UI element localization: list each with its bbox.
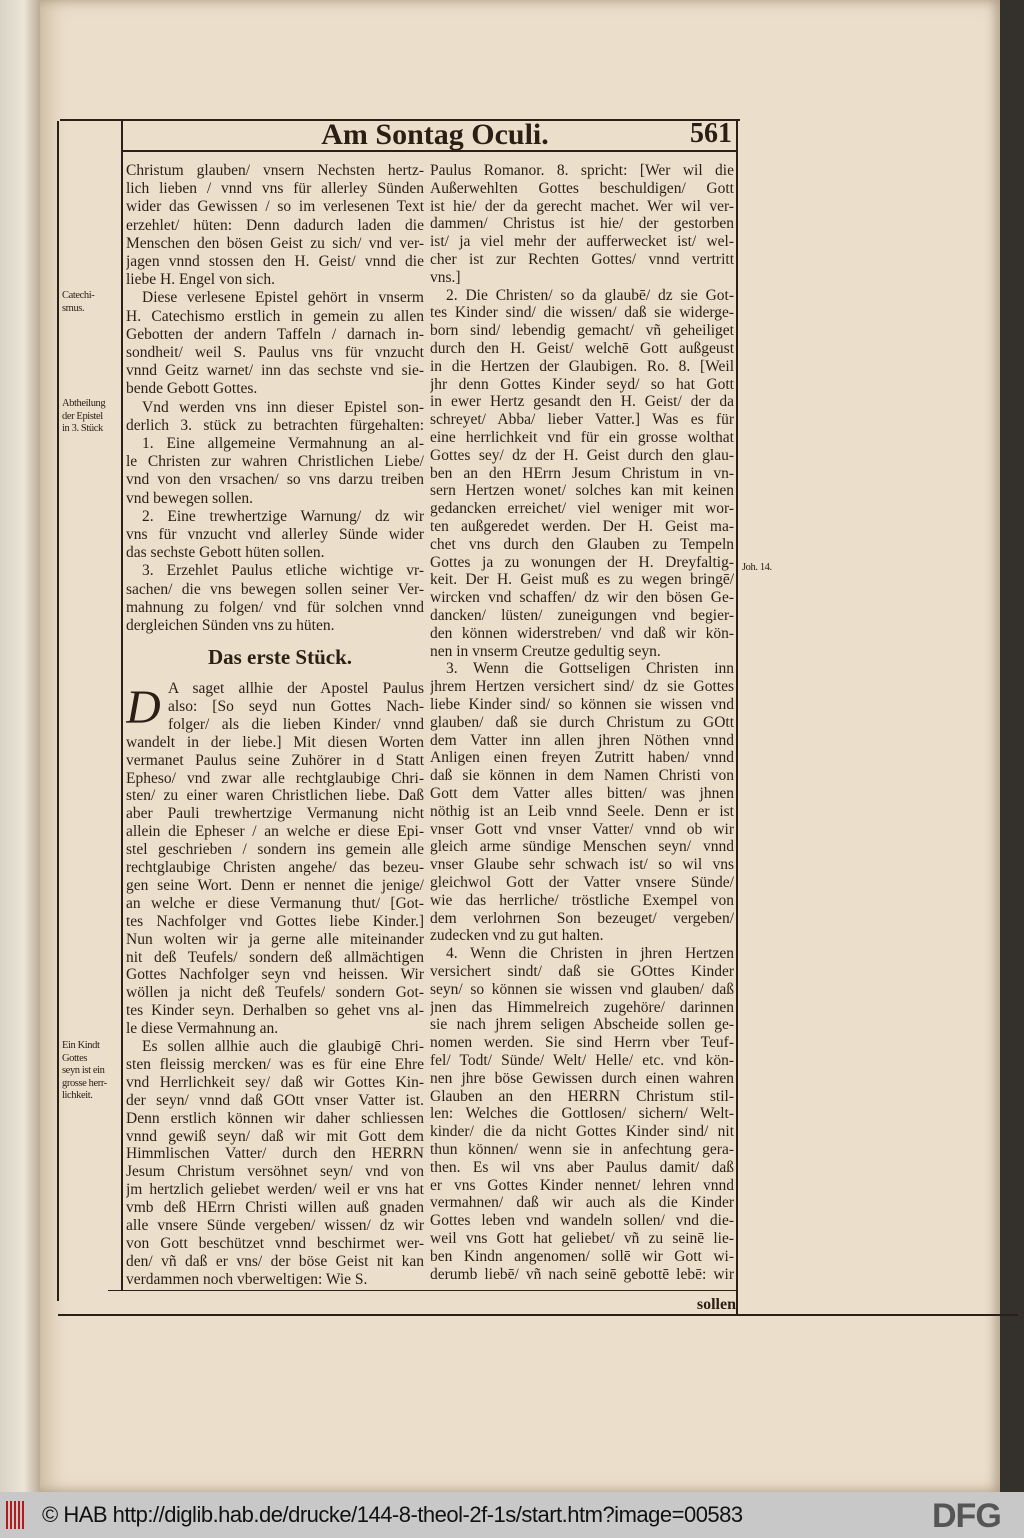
text-line: 2. Eine trewhertzige Warnung/ dz wir (142, 507, 424, 525)
margin-note: Abtheilung (62, 398, 106, 409)
text-line: nen in vnserm Creutze gedultig seyn. (430, 642, 661, 660)
text-line: also: [So seyd nun Gottes Nach- (168, 697, 424, 715)
text-line: dammen/ Christus ist hie/ der gestorben (430, 215, 734, 233)
margin-note: Ein Kindt (62, 1040, 100, 1051)
margin-note: seyn ist ein (62, 1065, 105, 1076)
text-line: den/ vñ daß er vns/ der böse Geist nit kan (126, 1252, 424, 1270)
text-line: le Christen zur wahren Christlichen Liebe/ (126, 453, 424, 471)
text-rule-left (121, 121, 123, 1291)
text-line: ist/ ja viel mehr der aufferwecket ist/ wel- (430, 233, 734, 251)
text-line: Menschen den bösen Geist zu sich/ vnd ver- (126, 234, 424, 252)
text-line: sern Hertzen wonet/ solches kan mit keinen (430, 482, 734, 500)
text-line: tes Kinder seyn. Derhalben so gehet vns al- (126, 1002, 424, 1020)
text-line: weil vns Gott hat geliebet/ vñ zu seinē lie- (430, 1230, 734, 1247)
text-rule-right (736, 121, 738, 1316)
text-line: vermanet Paulus seine Zuhörer in d Statt (126, 751, 424, 769)
text-line: vmb deß HErrn Christi willen auß gnaden (126, 1199, 424, 1217)
text-line: jhr denn Gottes Kinder seyd/ so hat Gott (430, 375, 734, 393)
text-line: Gebotten der andern Taffeln / darnach in- (126, 325, 424, 343)
text-line: vnser Gott vnd vnser Vatter/ vnnd ob wir (430, 820, 734, 838)
text-line: wie das herrliche/ tröstliche Exempel von (430, 891, 734, 909)
margin-note: Catechi- (62, 290, 95, 301)
text-line: glauben/ daß sie durch Christum zu GOtt (430, 713, 734, 731)
text-line: Gottes sey/ dz der H. Geist durch den glau- (430, 446, 734, 464)
text-line: gleich arme sündige Menschen seyn/ vnnd (430, 838, 734, 856)
text-line: von Gott beschützet vnnd beschirmet wer- (126, 1234, 424, 1252)
footer-copyright-url[interactable]: © HAB http://diglib.hab.de/drucke/144-8-theol-2f-1s/start.htm?image=00583 (42, 1502, 743, 1527)
page-rule-bottom (58, 1314, 1018, 1316)
drop-cap: D (126, 686, 161, 730)
text-line: in die Hertzen der Glaubigen. Ro. 8. [Weil (430, 357, 734, 375)
text-line: keit. Der H. Geist muß es zu wegen bringē/ (430, 571, 734, 589)
text-line: Denn erstlich können wir daher schliessen (126, 1109, 424, 1127)
text-line: wöllen ja nicht deß Teufels/ sondern Got- (126, 984, 424, 1002)
text-line: stel geschrieben / sondern ins gemein alle (126, 841, 424, 859)
text-line: sachen/ die vns bewegen sollen seiner Ver- (126, 580, 424, 598)
text-line: Außerwehlten Gottes beschuldigen/ Gott (430, 179, 734, 197)
text-line: lich lieben / vnnd vns für allerley Sünden (126, 180, 424, 198)
margin-note: Gottes (62, 1052, 88, 1064)
text-line: tes Kinder sind/ die wissen/ daß sie widerge- (430, 304, 734, 322)
text-line: vnd von den vrsachen/ so vns darzu treiben (126, 471, 424, 489)
text-line: dancken/ lüsten/ zuneigungen vnd begier- (430, 607, 734, 624)
text-line: erzehlet/ hüten: Denn dadurch laden die (126, 216, 424, 234)
text-line: ben an den HErrn Jesum Christum in vn- (430, 464, 734, 482)
text-line: 1. Eine allgemeine Vermahnung an al- (142, 435, 424, 452)
text-line: dem Vatter inn allen jhren Nöthen vnnd (430, 731, 734, 749)
text-line: 3. Erzehlet Paulus etliche wichtige vr- (142, 562, 424, 580)
catchword: sollen (696, 1296, 736, 1313)
text-line: eine herrlichkeit vnd für ein grosse wolthat (430, 429, 734, 446)
text-line: seyn/ so können sie wissen vnd glauben/ daß (430, 980, 734, 998)
text-line: kinder/ die da nicht Gottes Kinder sind/ nit (430, 1123, 734, 1141)
text-line: sten/ zu einer waren Christlichen liebe. Daß (126, 787, 424, 805)
text-line: Christum glauben/ vnsern Nechsten hertz- (126, 162, 424, 179)
text-line: nen jhre böse Gewissen durch einen wahren (430, 1069, 734, 1087)
text-line: then. Es wil vns aber Paulus damit/ daß (430, 1158, 734, 1176)
text-line: dem verlohrnen Son bezeuget/ vergeben/ (430, 909, 734, 927)
text-line: Nun wolten wir ja gerne alle miteinander (126, 930, 424, 948)
text-line: cher ist zur Rechten Gottes/ vnnd vertritt (430, 251, 734, 268)
text-line: Himmlischen Vatter/ durch den HERRN (126, 1145, 424, 1163)
text-line: Jesum Christum versöhnet seyn/ vnd von (126, 1163, 424, 1181)
text-line: vnd bewegen sollen. (126, 489, 253, 507)
text-line: vnnd gewiß seyn/ daß wir mit Gott dem (126, 1127, 424, 1145)
text-line: Glauben an den HERRN Christum stil- (430, 1087, 734, 1105)
text-line: zudecken vnd zu gut halten. (430, 927, 604, 945)
text-line: ten außgeredet werden. Der H. Geist ma- (430, 518, 734, 535)
text-line: vns für vnzucht vnd allerley Sünde wider (126, 526, 424, 543)
margin-rule-left (57, 121, 59, 1301)
text-line: le diese Vermahnung an. (126, 1020, 279, 1038)
text-line: vermahnen/ daß wir auch als die Kinder (430, 1194, 734, 1212)
text-line: durch den H. Geist/ welchē Gott außgeust (430, 340, 734, 357)
text-line: len: Welches die Gottlosen/ sichern/ Welt- (430, 1105, 734, 1123)
text-line: tes Nachfolger vnd Gottes liebe Kinder.] (126, 912, 424, 930)
hab-logo-icon (6, 1501, 26, 1529)
text-line: mahnung zu folgen/ vnd für solchen vnnd (126, 598, 424, 616)
text-line: fel/ Todt/ Sünde/ Welt/ Helle/ etc. vnd kön- (430, 1052, 734, 1069)
running-head: Am Sontag Oculi. (321, 118, 549, 151)
text-line: ist hie/ der da gerecht machet. Wer wil ver- (430, 197, 734, 215)
text-line: Gottes ja zu wonungen der H. Dreyfaltig- (430, 553, 734, 571)
text-line: Gottes Nachfolger seyn vnd heissen. Wir (126, 966, 424, 984)
margin-note: grosse herr- (62, 1077, 107, 1089)
text-line: den können widerstreben/ vnd daß wir kön- (430, 624, 734, 642)
page-number: 561 (690, 118, 732, 149)
text-line: wider das Gewissen / so im verlesenen Text (126, 198, 424, 216)
text-line: chet vns durch den Glauben zu Tempeln (430, 535, 734, 553)
text-line: Anligen einen freyen Zutritt haben/ vnnd (430, 749, 734, 767)
margin-note: in 3. Stück (62, 423, 103, 434)
text-line: A saget allhie der Apostel Paulus (168, 680, 424, 697)
text-line: nit deß Teufels/ sondern deß allmächtigen (126, 948, 424, 966)
text-line: versichert sindt/ daß sie GOttes Kinder (430, 963, 734, 980)
text-rule-bottom (108, 1290, 738, 1291)
text-line: allein die Epheser / an welche er diese Epi- (126, 823, 424, 841)
text-line: vnd Herrlichkeit sey/ daß wir Gottes Kin- (126, 1073, 424, 1091)
text-line: jm hertzlich geliebet werden/ weil er vns hat (126, 1181, 424, 1199)
text-line: jnen das Himmelreich zugehöre/ darinnen (430, 998, 734, 1016)
margin-note: Joh. 14. (742, 562, 772, 573)
text-line: alle vnsere Sünde vergeben/ wissen/ dz wir (126, 1217, 424, 1234)
text-line: daß sie können in dem Namen Christi von (430, 767, 734, 785)
text-line: derumb liebē/ vñ nach seinē gebottē lebē: wir (430, 1265, 734, 1283)
dfg-logo: DFG (932, 1497, 1001, 1535)
text-line: liebe Kinder sind/ so können sie wissen vnd (430, 696, 734, 713)
text-line: nomen werden. Sie sind Herrn vber Teuf- (430, 1034, 734, 1052)
text-line: in ewer Hertz gesandt den H. Geist/ der da (430, 393, 734, 411)
text-line: liebe H. Engel von sich. (126, 271, 275, 289)
text-line: Gottes leben vnd wandeln sollen/ vnd die- (430, 1212, 734, 1230)
text-line: vns.] (430, 268, 461, 286)
text-line: Paulus Romanor. 8. spricht: [Wer wil die (430, 162, 734, 179)
text-line: vnser Glaube sehr schwach ist/ so wil vns (430, 856, 734, 874)
text-line: vnnd Geitz warnet/ inn das sechste vnd sie- (126, 362, 424, 380)
text-line: born sind/ lebendig gemacht/ vñ geheiliget (430, 322, 734, 340)
text-line: verdammen noch vberweltigen: Wie S. (126, 1270, 368, 1288)
text-line: sten fleissig mercken/ was es für eine Ehre (126, 1055, 424, 1073)
text-line: H. Catechismo erstlich in gemein zu allen (126, 307, 424, 325)
text-line: schreyet/ Abba/ lieber Vatter.] Was es für (430, 411, 734, 429)
footer-bar (0, 1492, 1024, 1538)
text-line: nöthig ist an Leib vnnd Seele. Denn er ist (430, 802, 734, 820)
text-line: jhrem Hertzen versichert sind/ dz sie Gottes (430, 678, 734, 696)
text-line: 4. Wenn die Christen in jhren Hertzen (446, 945, 734, 963)
text-line: wandelt in der liebe.] Mit diesen Worten (126, 733, 424, 751)
text-line: Diese verlesene Epistel gehört in vnserm (142, 289, 424, 307)
text-line: gleichwol Gott der Vatter vnsere Sünde/ (430, 874, 734, 891)
margin-note: smus. (62, 302, 85, 314)
text-line: derlich 3. stück zu betrachten fürgehalten: (126, 416, 424, 434)
margin-note: der Epistel (62, 410, 103, 422)
text-line: wircken vnd schaffen/ dz wir den bösen Ge- (430, 589, 734, 607)
text-line: sie nach jhrem seligen Abscheide sollen ge- (430, 1016, 734, 1034)
text-line: rechtglaubige Christen angehe/ das bezeu- (126, 859, 424, 876)
text-line: Es sollen allhie auch die glaubigē Chri- (142, 1038, 424, 1055)
text-line: dergleichen Sünden vns zu hüten. (126, 617, 335, 634)
text-line: sondheit/ weil S. Paulus vns für vnzucht (126, 344, 424, 361)
text-line: folger/ als die lieben Kinder/ vnnd (168, 715, 424, 733)
text-line: er vns Gottes Kinder nennet/ lehren vnnd (430, 1176, 734, 1194)
text-line: aber Pauli trewhertzige Vermanung nicht (126, 805, 424, 823)
text-line: jagen vnnd stossen den H. Geist/ vnnd die (126, 253, 424, 270)
text-line: das sechste Gebott hüten sollen. (126, 544, 325, 562)
text-line: Vnd werden vns inn dieser Epistel son- (142, 398, 424, 416)
text-line: 2. Die Christen/ so da glaubē/ dz sie Got- (446, 286, 734, 304)
text-line: Gott dem Vatter alles bitten/ was jhnen (430, 785, 734, 802)
text-line: Epheso/ vnd zwar alle rechtglaubige Chri- (126, 769, 424, 787)
text-line: thun können/ wenn sie in anfechtung gera- (430, 1141, 734, 1158)
text-line: gen seine Wort. Denn er nennet die jenige/ (126, 876, 424, 894)
text-line: gedancken erreichet/ viel weniger mit wor- (430, 500, 734, 518)
margin-note: lichkeit. (62, 1090, 93, 1101)
text-line: an welche er diese Vermanung thut/ [Got- (126, 894, 424, 912)
text-line: ben Kindn angenomen/ sollē wir Gott wi- (430, 1247, 734, 1265)
text-line: 3. Wenn die Gottseligen Christen inn (446, 660, 734, 678)
text-line: der seyn/ vnnd daß GOtt vnser Vatter ist. (126, 1091, 424, 1109)
text-line: bende Gebott Gottes. (126, 380, 258, 398)
section-heading: Das erste Stück. (207, 645, 353, 669)
previous-page-edge (0, 0, 40, 1492)
